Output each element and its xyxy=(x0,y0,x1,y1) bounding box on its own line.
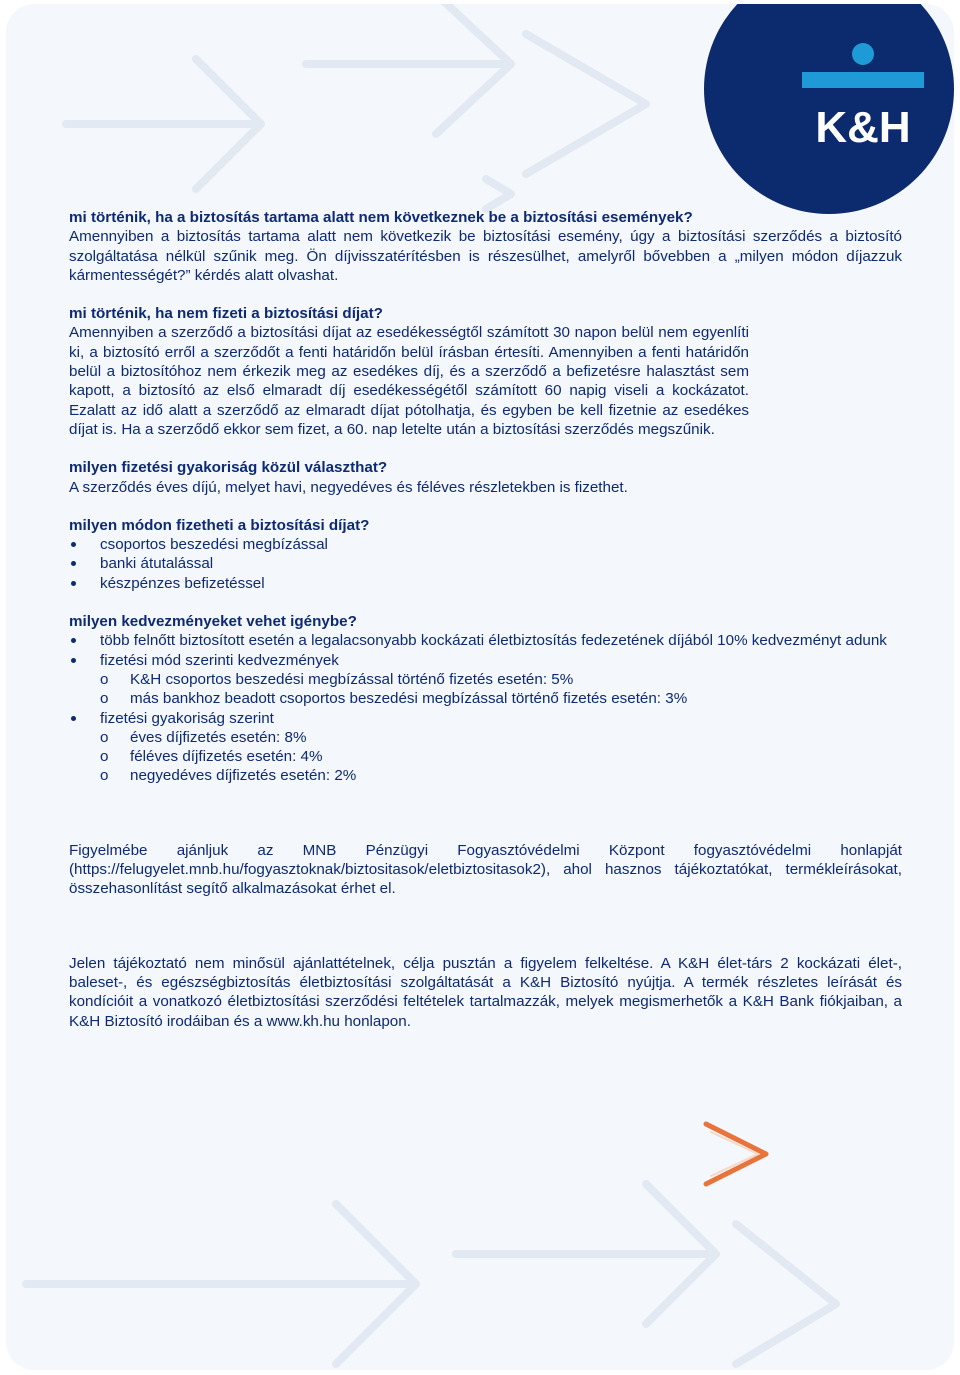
list-item: több felnőtt biztosított esetén a legalacsonyabb kockázati életbiztosítás fedezetének díjából 10% kedvezményt adunk xyxy=(69,631,902,650)
section-paragraph: A szerződés éves díjú, melyet havi, negyedéves és féléves részletekben is fizethet. xyxy=(69,478,628,496)
sublist-item: o K&H csoportos beszedési megbízással történő fizetés esetén: 5% xyxy=(100,670,902,689)
sublist-item: o féléves díjfizetés esetén: 4% xyxy=(100,747,902,766)
section-paragraph: Amennyiben a szerződő a biztosítási díjat az esedékességtől számított 30 napon belül nem egyenlíti ki, a biztosító erről a szerződőt a fenti határidőn belül írásban értesíti. Amennyiben a fenti határidőn belül a biztosítóhoz nem érkezik meg az esedékes díj, és a szerződő a befizetésre halasztást sem kapott, a biztosító az első elmaradt díj esedékességétől számított 60 napig viseli a kockázatot. Ezalatt az idő alatt a szerződő az elmaradt díjat pótolhatja, és egyben be kell fizetnie az esedékes díjat is. Ha a szerződő ekkor sem fizet, a 60. nap letelte után a biztosítási szerződés megszűnik. xyxy=(69,324,749,438)
payment-mode-discount-sublist xyxy=(100,670,902,709)
document-body xyxy=(69,208,902,1031)
list-item: készpénzes befizetéssel xyxy=(69,574,902,593)
sublist-item: o éves díjfizetés esetén: 8% xyxy=(100,728,902,747)
list-item: csoportos beszedési megbízással xyxy=(69,535,902,554)
mnb-note: Figyelmébe ajánljuk az MNB Pénzügyi Fogyasztóvédelmi Központ fogyasztóvédelmi honlapját (https://felugyelet.mnb.hu/fogyasztoknak/biztositasok/eletbiztositasok2), ahol hasznos tájékoztatókat, termékleírásokat, összehasonlítást segítő alkalmazásokat érhet el. xyxy=(69,841,902,898)
list-item: banki átutalással xyxy=(69,554,902,573)
section-heading: milyen kedvezményeket vehet igénybe? xyxy=(69,613,357,631)
sublist-item: o negyedéves díjfizetés esetén: 2% xyxy=(100,766,902,785)
list-item: fizetési mód szerinti kedvezmények o K&H csoportos beszedési megbízással történő fizetés esetén: 5% o más bankhoz beadott csoportos beszedési megbízással történő fizetés esetén: 3% xyxy=(69,651,902,709)
section-heading: mi történik, ha a biztosítás tartama alatt nem következnek be a biztosítási események? xyxy=(69,209,693,226)
discount-list xyxy=(69,631,902,785)
svg-text:K&H: K&H xyxy=(815,103,911,147)
section-heading: milyen módon fizetheti a biztosítási díjat? xyxy=(69,516,370,534)
sublist-item: o más bankhoz beadott csoportos beszedési megbízással történő fizetés esetén: 3% xyxy=(100,689,902,708)
section-heading: milyen fizetési gyakoriság közül választhat? xyxy=(69,459,388,477)
kh-logo xyxy=(796,42,930,147)
disclaimer: Jelen tájékoztató nem minősül ajánlattételnek, célja pusztán a figyelem felkeltése. A K&H élet-társ 2 kockázati élet-, baleset-, és egészségbiztosítás életbiztosítási szolgáltatását a K&H Biztosító nyújtja. A termék részletes leírását és kondícióit a vonatkozó életbiztosítási szerződési feltételek tartalmazzák, melyek megismerhetők a K&H Bank fiókjaiban, a K&H Biztosító irodáiban és a www.kh.hu honlapon. xyxy=(69,954,902,1030)
frequency-discount-sublist xyxy=(100,728,902,786)
section-heading: mi történik, ha nem fizeti a biztosítási díjat? xyxy=(69,305,383,323)
section-paragraph: Amennyiben a biztosítás tartama alatt nem következik be biztosítási esemény, úgy a biztosítási szerződés a biztosító szolgáltatása nélkül szűnik meg. Ön díjvisszatérítésben is részesülhet, amelyről bővebben a „milyen módon díjazzuk kármentességét?” kérdés alatt olvashat. xyxy=(69,228,902,284)
list-item: fizetési gyakoriság szerint o éves díjfizetés esetén: 8% o féléves díjfizetés esetén: 4% o negyedéves díjfizetés esetén: 2% xyxy=(69,709,902,786)
payment-method-list xyxy=(69,535,902,593)
